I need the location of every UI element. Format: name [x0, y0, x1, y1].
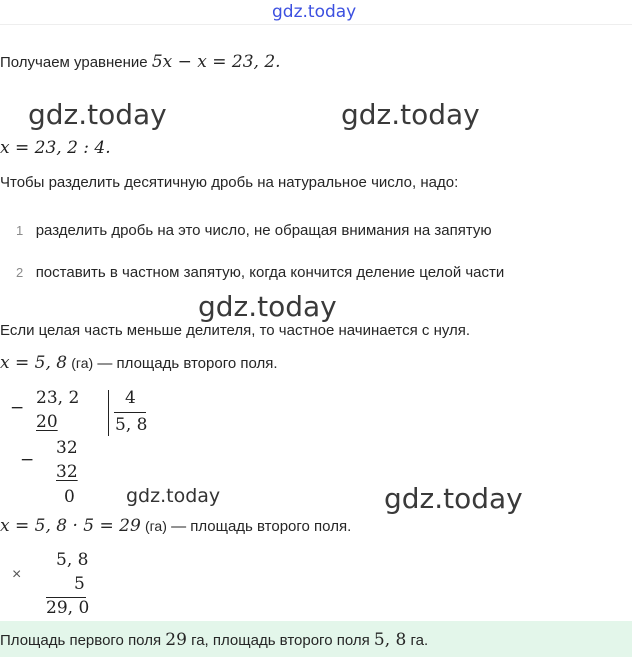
- result-formula: x = 5, 8: [0, 353, 68, 373]
- watermark-3: gdz.today: [198, 290, 337, 323]
- x-division-formula: x = 23, 2 : 4.: [0, 138, 111, 158]
- division-subtrahend-2: 32: [56, 462, 78, 482]
- division-bar-horizontal: [114, 412, 146, 413]
- division-minus-1: −: [10, 398, 25, 418]
- equation-formula: 5x − x = 23, 2.: [151, 52, 281, 72]
- equation-line: [0, 52, 281, 72]
- note-text: Если целая часть меньше делителя, то частное начинается с нуля.: [0, 322, 471, 339]
- answer-part-2: га, площадь второго поля: [191, 632, 370, 649]
- answer-box: [0, 621, 632, 657]
- rule-number: 1: [16, 223, 24, 238]
- multiplication-sign: ×: [12, 566, 22, 583]
- result-description: — площадь второго поля.: [171, 518, 352, 535]
- division-remainder-2: 0: [64, 487, 75, 507]
- result-line-2: [0, 516, 351, 536]
- answer-part-1: Площадь первого поля: [0, 632, 162, 649]
- multiplicand: 5, 8: [56, 550, 89, 570]
- rule-item-1: [16, 222, 492, 240]
- result-formula: x = 5, 8 · 5 = 29: [0, 516, 141, 536]
- answer-value-2: 5, 8: [373, 630, 407, 650]
- watermark-top: gdz.today: [272, 2, 357, 22]
- division-minus-2: −: [20, 450, 35, 470]
- division-subtrahend-1: 20: [36, 412, 58, 432]
- rule-text: поставить в частном запятую, когда кончится деление целой части: [35, 264, 505, 281]
- equation-label: Получаем уравнение: [0, 54, 148, 71]
- watermark-5: gdz.today: [384, 482, 523, 515]
- multiplier: 5: [74, 574, 85, 594]
- watermark-4: gdz.today: [126, 485, 221, 507]
- result-description: — площадь второго поля.: [97, 355, 278, 372]
- rule-intro: Чтобы разделить десятичную дробь на натуральное число, надо:: [0, 174, 459, 191]
- answer-value-1: 29: [165, 630, 187, 650]
- rule-item-2: [16, 264, 504, 282]
- watermark-1: gdz.today: [28, 98, 167, 131]
- unit-label: (га): [71, 355, 94, 371]
- rule-number: 2: [16, 265, 24, 280]
- division-dividend: 23, 2: [36, 388, 80, 408]
- watermark-2: gdz.today: [341, 98, 480, 131]
- top-divider: [0, 24, 632, 25]
- answer-text: [0, 630, 428, 650]
- division-remainder-1: 32: [56, 438, 78, 458]
- division-bar-vertical: [108, 390, 109, 436]
- division-quotient: 5, 8: [115, 415, 148, 435]
- unit-label: (га): [144, 518, 167, 534]
- rule-text: разделить дробь на это число, не обращая внимания на запятую: [35, 222, 492, 239]
- result-line-1: [0, 353, 278, 373]
- multiplication-result: 29, 0: [46, 598, 90, 618]
- division-divisor: 4: [125, 388, 136, 408]
- answer-part-3: га.: [410, 632, 429, 649]
